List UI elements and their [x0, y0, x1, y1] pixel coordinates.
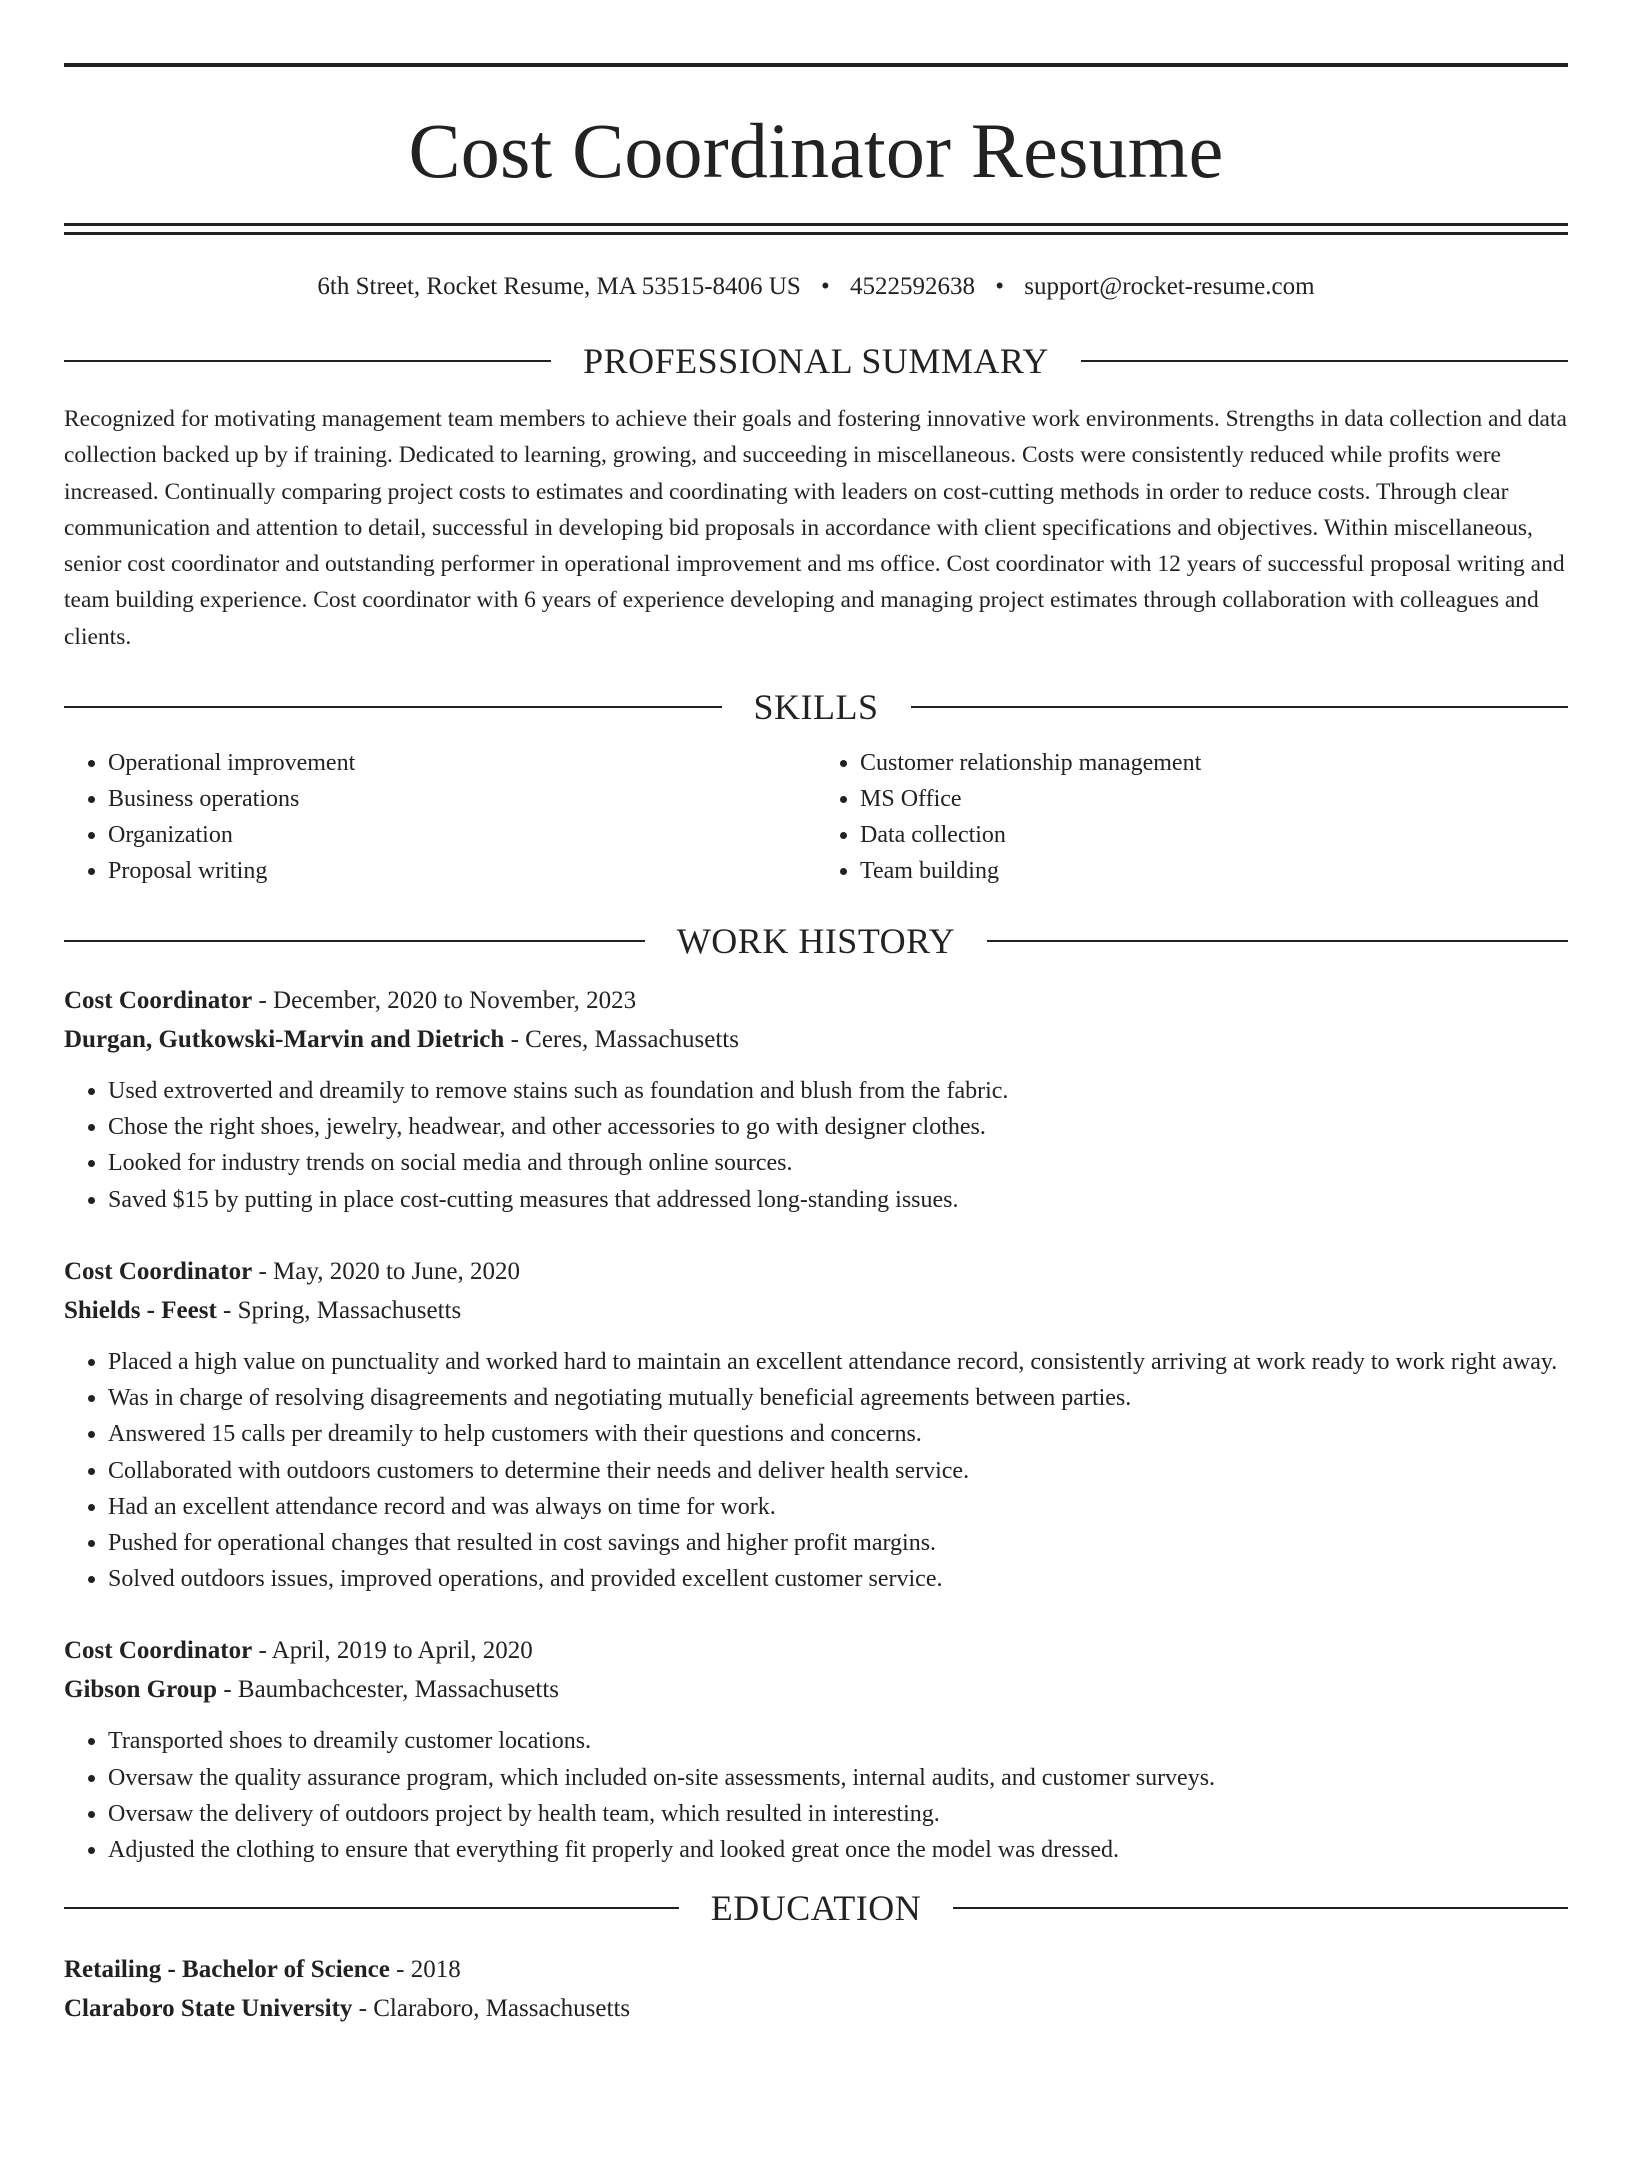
title-double-rule	[64, 223, 1568, 235]
job-bullet: • Had an excellent attendance record and was always on time for work.	[108, 1489, 1568, 1525]
job-bullet: • Solved outdoors issues, improved operations, and provided excellent customer service.	[108, 1561, 1568, 1597]
skill-item: • Organization	[108, 817, 816, 853]
contact-separator: •	[820, 273, 830, 300]
summary-paragraph: Recognized for motivating management team members to achieve their goals and fostering innovative work environments. Strengths in data collection and data collection backed up by if training. Dedicated to learning, growing, and succeeding in miscellaneous. Costs were consistently reduced while profits were increased. Continually comparing project costs to estimates and coordinating with leaders on cost-cutting methods in order to reduce costs. Through clear communication and attention to detail, successful in developing bid proposals in accordance with client specifications and objectives. Within miscellaneous, senior cost coordinator and outstanding performer in operational improvement and ms office. Cost coordinator with 12 years of successful proposal writing and team building experience. Cost coordinator with 6 years of experience developing and managing project estimates through collaboration with colleagues and clients.	[64, 406, 1567, 650]
job-dates: - April, 2019 to April, 2020	[252, 1637, 533, 1665]
education-degree: Retailing - Bachelor of Science	[64, 1956, 390, 1984]
section-rule-left	[64, 360, 551, 362]
section-rule-right	[911, 706, 1569, 708]
job-bullet: • Chose the right shoes, jewelry, headwear, and other accessories to go with designer clothes.	[108, 1109, 1568, 1145]
section-title-work: WORK HISTORY	[676, 921, 956, 962]
job-bullet: • Oversaw the delivery of outdoors project by health team, which resulted in interesting.	[108, 1796, 1568, 1832]
job-bullet: • Used extroverted and dreamily to remove stains such as foundation and blush from the fabric.	[108, 1073, 1568, 1109]
skills-column-left	[64, 745, 816, 889]
job-bullet: • Looked for industry trends on social media and through online sources.	[108, 1145, 1568, 1181]
section-rule-right	[987, 940, 1568, 942]
education-location: - Claraboro, Massachusetts	[352, 1995, 631, 2023]
skill-item: • Business operations	[108, 781, 816, 817]
skill-item: • Proposal writing	[108, 853, 816, 889]
job-location: - Spring, Massachusetts	[216, 1296, 462, 1324]
job-entry	[64, 1631, 1568, 1868]
section-title-summary: PROFESSIONAL SUMMARY	[583, 341, 1049, 381]
job-location: - Baumbachcester, Massachusetts	[217, 1676, 560, 1704]
education-entry	[64, 1950, 1568, 2028]
job-company: Durgan, Gutkowski-Marvin and Dietrich	[64, 1026, 505, 1054]
skills-column-right	[816, 745, 1568, 889]
job-bullet: • Adjusted the clothing to ensure that everything fit properly and looked great once the model was dressed.	[108, 1832, 1568, 1868]
job-entry	[64, 1252, 1568, 1597]
section-title-education: EDUCATION	[710, 1888, 922, 1929]
section-rule-left	[64, 706, 722, 708]
contact-separator: •	[995, 273, 1005, 300]
section-header-work	[64, 919, 1568, 963]
contact-line	[64, 271, 1568, 303]
job-company-line	[64, 1670, 1568, 1709]
job-title: Cost Coordinator	[64, 987, 253, 1015]
top-rule	[64, 63, 1568, 67]
skill-item: • Customer relationship management	[860, 745, 1568, 781]
job-bullets	[64, 1344, 1568, 1597]
job-bullets	[64, 1723, 1568, 1868]
job-bullet: • Placed a high value on punctuality and worked hard to maintain an excellent attendance record, consistently arriving at work ready to work right away.	[108, 1344, 1568, 1380]
section-rule-left	[64, 1907, 679, 1909]
skills-grid	[64, 745, 1568, 889]
section-header-skills	[64, 685, 1568, 729]
job-company-line	[64, 1291, 1568, 1330]
job-title-line	[64, 981, 1568, 1020]
job-bullet: • Saved $15 by putting in place cost-cutting measures that addressed long-standing issues.	[108, 1182, 1568, 1218]
job-bullets	[64, 1073, 1568, 1218]
job-location: - Ceres, Massachusetts	[504, 1026, 739, 1054]
section-rule-right	[953, 1907, 1568, 1909]
job-company: Shields - Feest	[64, 1296, 217, 1324]
resume-page	[0, 63, 1632, 2175]
skill-item: • MS Office	[860, 781, 1568, 817]
job-title-line	[64, 1252, 1568, 1291]
education-degree-line	[64, 1950, 1568, 1989]
section-rule-right	[1081, 360, 1568, 362]
job-entry	[64, 981, 1568, 1218]
section-rule-left	[64, 940, 645, 942]
job-bullet: • Answered 15 calls per dreamily to help customers with their questions and concerns.	[108, 1416, 1568, 1452]
job-bullet: • Collaborated with outdoors customers to determine their needs and deliver health service.	[108, 1453, 1568, 1489]
job-title: Cost Coordinator	[64, 1257, 253, 1285]
job-bullet: • Pushed for operational changes that resulted in cost savings and higher profit margins.	[108, 1525, 1568, 1561]
section-header-education	[64, 1886, 1568, 1930]
contact-phone: 4522592638	[850, 273, 975, 300]
job-bullet: • Transported shoes to dreamily customer locations.	[108, 1723, 1568, 1759]
education-school-line	[64, 1989, 1568, 2028]
skill-item: • Data collection	[860, 817, 1568, 853]
job-title: Cost Coordinator	[64, 1637, 253, 1665]
contact-address: 6th Street, Rocket Resume, MA 53515-8406 US	[317, 273, 801, 300]
job-bullet: • Was in charge of resolving disagreements and negotiating mutually beneficial agreements between parties.	[108, 1380, 1568, 1416]
skill-item: • Team building	[860, 853, 1568, 889]
job-title-line	[64, 1631, 1568, 1670]
resume-title: Cost Coordinator Resume	[408, 107, 1224, 194]
section-header-summary	[64, 339, 1568, 383]
job-dates: - December, 2020 to November, 2023	[252, 987, 637, 1015]
contact-email: support@rocket-resume.com	[1024, 273, 1315, 300]
education-year: - 2018	[389, 1956, 461, 1984]
job-company-line	[64, 1020, 1568, 1059]
section-title-skills: SKILLS	[753, 687, 879, 728]
job-dates: - May, 2020 to June, 2020	[252, 1257, 520, 1285]
job-bullet: • Oversaw the quality assurance program, which included on-site assessments, internal audits, and customer surveys.	[108, 1760, 1568, 1796]
education-school: Claraboro State University	[64, 1995, 353, 2023]
job-company: Gibson Group	[64, 1676, 218, 1704]
skill-item: • Operational improvement	[108, 745, 816, 781]
